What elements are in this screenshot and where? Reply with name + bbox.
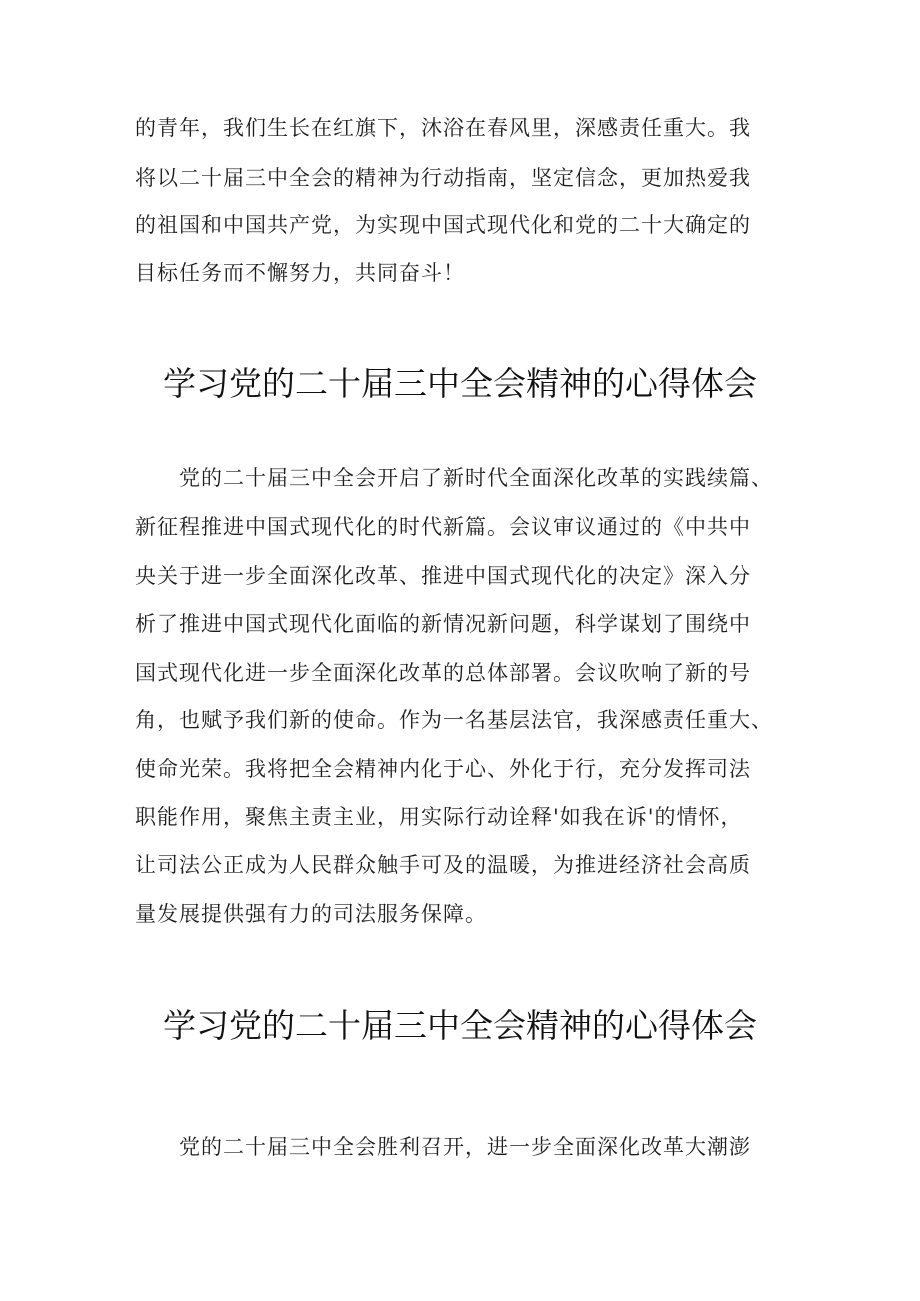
paragraph-line: 使命光荣。我将把全会精神内化于心、外化于行，充分发挥司法	[135, 757, 751, 781]
paragraph-line: 党的二十届三中全会胜利召开，进一步全面深化改革大潮澎	[135, 1135, 751, 1159]
paragraph-line: 角，也赋予我们新的使命。作为一名基层法官，我深感责任重大、	[135, 708, 773, 732]
paragraph-line: 目标任务而不懈努力，共同奋斗！	[135, 261, 465, 285]
paragraph-line: 将以二十届三中全会的精神为行动指南，坚定信念，更加热爱我	[135, 166, 751, 190]
paragraph-line: 量发展提供强有力的司法服务保障。	[135, 902, 487, 926]
paragraph-line: 职能作用，聚焦主责主业，用实际行动诠释'如我在诉'的情怀，	[135, 805, 743, 829]
paragraph-line: 国式现代化进一步全面深化改革的总体部署。会议吹响了新的号	[135, 661, 751, 685]
paragraph-line: 的祖国和中国共产党，为实现中国式现代化和党的二十大确定的	[135, 213, 751, 237]
paragraph-line: 的青年，我们生长在红旗下，沐浴在春风里，深感责任重大。我	[135, 116, 751, 140]
section-title: 学习党的二十届三中全会精神的心得体会	[163, 1006, 757, 1045]
paragraph-line: 党的二十届三中全会开启了新时代全面深化改革的实践续篇、	[135, 466, 773, 490]
paragraph-line: 析了推进中国式现代化面临的新情况新问题，科学谋划了围绕中	[135, 612, 751, 636]
paragraph-line: 新征程推进中国式现代化的时代新篇。会议审议通过的《中共中	[135, 515, 751, 539]
section-title: 学习党的二十届三中全会精神的心得体会	[163, 364, 757, 403]
paragraph-line: 央关于进一步全面深化改革、推进中国式现代化的决定》深入分	[135, 564, 751, 588]
paragraph-line: 让司法公正成为人民群众触手可及的温暖，为推进经济社会高质	[135, 853, 751, 877]
